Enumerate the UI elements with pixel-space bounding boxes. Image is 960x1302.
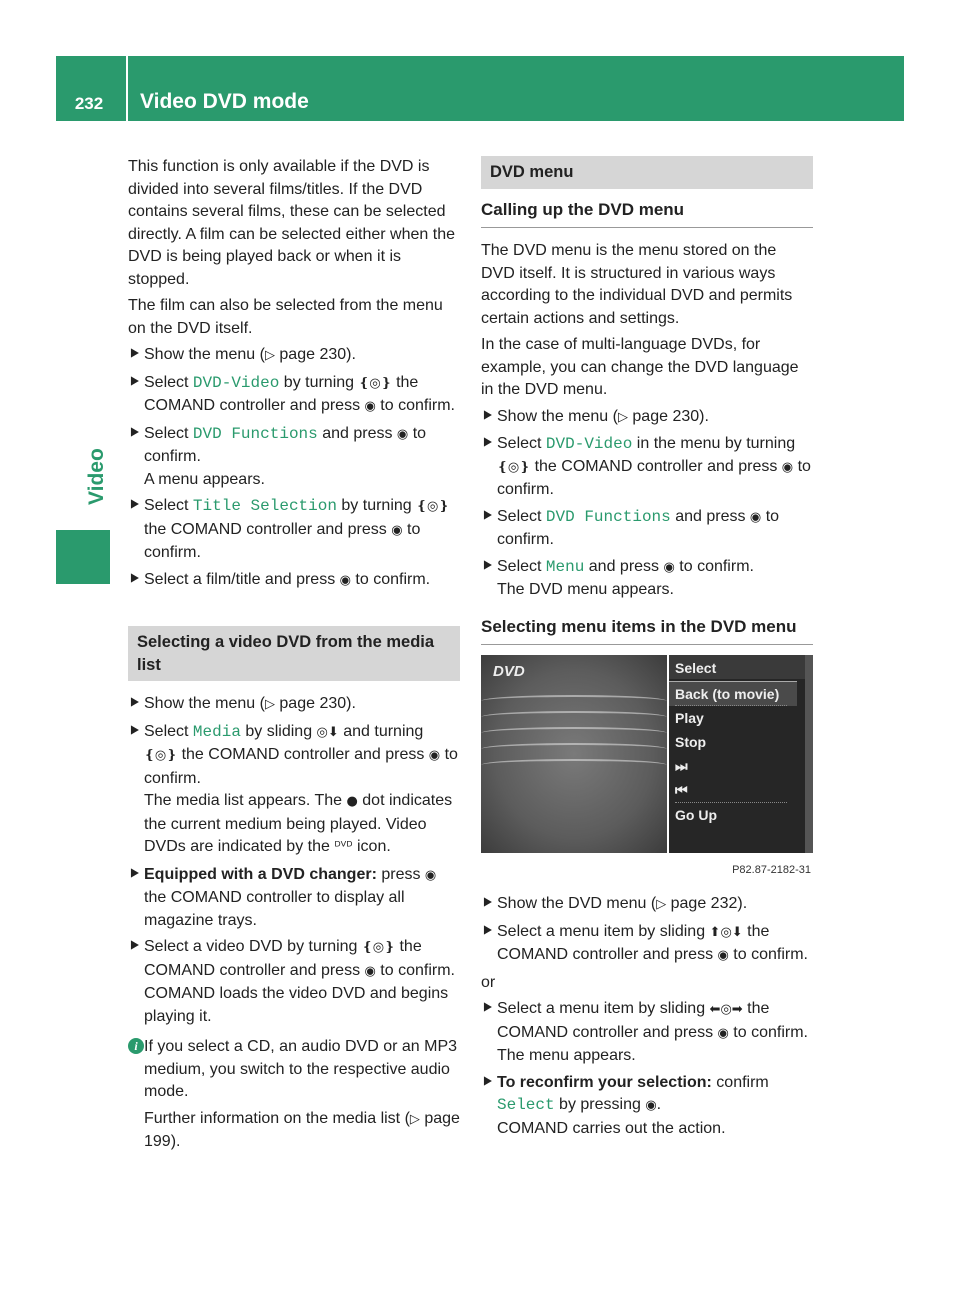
right-column [481,156,813,1144]
header-divider [126,56,128,121]
step-item: ⯈ Select a video DVD by turning ❴◎❵ the COMAND controller and press ◉ to confirm. COMAND loads the video DVD and begins playing it. [128,938,455,1025]
step-item: ⯈ Select DVD Functions and press ◉ to confirm. A menu appears. [128,424,427,488]
intro-paragraph-2: The film can also be selected from the menu on the DVD itself. [128,297,443,337]
controller-press-icon: ◉ [339,572,351,588]
arrow-right-icon: ⯈ [128,865,141,883]
sub-heading: Calling up the DVD menu [481,199,813,229]
controller-turn-icon: ❴◎❵ [358,375,392,391]
intro-paragraph: This function is only available if the DVD is divided into several films/titles. If the DVD contains several films, these can be selected directly. A film can be selected either when the DVD is being played back or when it is stopped. [128,158,455,288]
arrow-right-icon: ⯈ [128,424,141,442]
controller-slide-icon: ⬅◎➡ [709,1002,743,1017]
side-tab-label: Video [85,448,108,505]
arrow-right-icon: ⯈ [481,895,494,912]
step-item: ⯈ Show the menu (▷ page 230). [128,344,460,368]
menu-item-previous[interactable]: ⏮ [675,782,688,798]
page-ref-icon: ▷ [617,409,628,425]
arrow-right-icon: ⯈ [481,435,494,452]
wave-line [481,711,667,723]
dvd-menu-screenshot [481,655,813,877]
page-ref-icon: ▷ [409,1111,420,1127]
controller-turn-icon: ❴◎❵ [361,940,396,955]
controller-press-icon: ◉ [424,867,437,883]
arrow-right-icon: ⯈ [128,497,141,514]
step-item: ⯈ Show the DVD menu (▷ page 232). [481,893,813,917]
arrow-right-icon: ⯈ [481,1000,494,1017]
arrow-right-icon: ⯈ [128,373,141,391]
arrow-right-icon: ⯈ [128,695,141,712]
arrow-right-icon: ⯈ [481,922,494,940]
step-item: ⯈ Select a menu item by sliding ⬅◎➡ the COMAND controller and press ◉ to confirm. The menu appears. [481,1000,808,1064]
info-icon: i [128,1038,144,1054]
step-item: ⯈ Select DVD Functions and press ◉ to confirm. [481,507,780,548]
arrow-right-icon: ⯈ [481,507,494,525]
controller-turn-icon: ❴◎❵ [416,499,450,514]
controller-slide-icon: ⬆◎⬇ [709,924,743,940]
section-heading: Selecting a video DVD from the media list [128,626,460,681]
section-heading: DVD menu [481,156,813,189]
paragraph: The DVD menu is the menu stored on the DVD itself. It is structured in various ways according to the individual DVD and permits certain actions and settings. [481,242,793,327]
arrow-right-icon: ⯈ [128,938,141,955]
menu-item-stop[interactable]: Stop [675,734,707,750]
menu-scrollbar [805,655,813,853]
step-item: ⯈ Select Title Selection by turning ❴◎❵ the COMAND controller and press ◉ to confirm. [128,497,450,561]
step-item: ⯈ Equipped with a DVD changer: press ◉ the COMAND controller to display all magazine trays. [128,865,437,929]
sub-heading: Selecting menu items in the DVD menu [481,616,813,646]
video-area [481,655,667,853]
page-ref-icon: ▷ [656,897,667,912]
menu-item-next[interactable]: ⏭ [675,758,688,774]
page-ref-icon: ▷ [264,697,275,712]
menu-item-back[interactable]: Back (to movie) [669,681,797,706]
controller-press-icon: ◉ [364,399,376,414]
controller-press-icon: ◉ [364,963,376,979]
menu-item-go-up[interactable]: Go Up [675,807,717,823]
step-item: ⯈ Select Menu and press ◉ to confirm. The DVD menu appears. [481,557,754,598]
controller-press-icon: ◉ [781,459,794,475]
menu-term: DVD-Video [545,435,633,453]
controller-press-icon: ◉ [749,509,762,525]
wave-line [481,743,667,755]
controller-press-icon: ◉ [663,559,675,575]
controller-press-icon: ◉ [717,948,729,963]
step-item: ⯈ Select Media by sliding ◎⬇ and turning ❴◎❵ the COMAND controller and press ◉ to confirm. The media list appears. The ● dot indicates the current medium being played. Video DVDs are indicated by the ᴰⱽᴰ icon. [128,722,458,855]
controller-press-icon: ◉ [717,1025,729,1041]
left-column [128,156,460,1158]
menu-term: DVD Functions [192,424,318,443]
dvd-video-icon: ᴰⱽᴰ [334,840,353,855]
step-item: ⯈ Select DVD-Video in the menu by turning ❴◎❵ the COMAND controller and press ◉ to confirm. [481,435,811,498]
or-text: or [481,973,496,991]
menu-item-play[interactable]: Play [675,710,704,726]
side-tab-block [56,530,110,584]
wave-line [481,727,667,739]
page-title: Video DVD mode [140,90,309,113]
step-item: ⯈ Select a film/title and press ◉ to confirm. [128,569,460,593]
menu-term: DVD-Video [192,373,280,392]
menu-title: Select [669,655,805,679]
step-item: ⯈ Show the menu (▷ page 230). [481,406,813,430]
menu-term: Select [497,1096,555,1114]
arrow-right-icon: ⯈ [128,722,141,740]
controller-turn-icon: ❴◎❵ [144,748,178,763]
step-item: ⯈ To reconfirm your selection: confirm Select by pressing ◉. COMAND carries out the action. [481,1073,769,1137]
arrow-right-icon: ⯈ [481,407,494,425]
menu-term: Menu [545,557,585,576]
controller-press-icon: ◉ [645,1098,657,1113]
image-caption: P82.87-2182-31 [732,864,811,876]
controller-press-icon: ◉ [428,748,441,763]
menu-term: Title Selection [192,497,337,515]
page-ref-icon: ▷ [264,348,275,363]
paragraph: In the case of multi-language DVDs, for example, you can change the DVD language in the DVD menu. [481,336,799,398]
wave-line [481,695,667,707]
menu-term: Media [192,722,241,741]
dvd-menu-panel [669,655,813,853]
controller-press-icon: ◉ [391,522,403,538]
menu-term: DVD Functions [545,507,671,526]
arrow-right-icon: ⯈ [128,570,141,588]
step-item: ⯈ Select DVD-Video by turning ❴◎❵ the COMAND controller and press ◉ to confirm. [128,373,455,414]
page-number: 232 [74,94,104,113]
step-item: ⯈ Show the menu (▷ page 230). [128,693,460,717]
arrow-right-icon: ⯈ [128,346,141,363]
dot-icon: ● [346,794,358,809]
arrow-right-icon: ⯈ [481,557,494,575]
step-item: ⯈ Select a menu item by sliding ⬆◎⬇ the COMAND controller and press ◉ to confirm. [481,922,808,963]
controller-press-icon: ◉ [396,426,409,442]
dvd-logo: DVD [493,663,525,680]
controller-slide-icon: ◎⬇ [316,724,339,740]
wave-line [481,759,667,771]
controller-turn-icon: ❴◎❵ [497,459,531,475]
arrow-right-icon: ⯈ [481,1073,494,1091]
info-note: i If you select a CD, an audio DVD or an MP3 medium, you switch to the respective audio mode. Further information on the media list (▷ page 199). [128,1036,460,1154]
